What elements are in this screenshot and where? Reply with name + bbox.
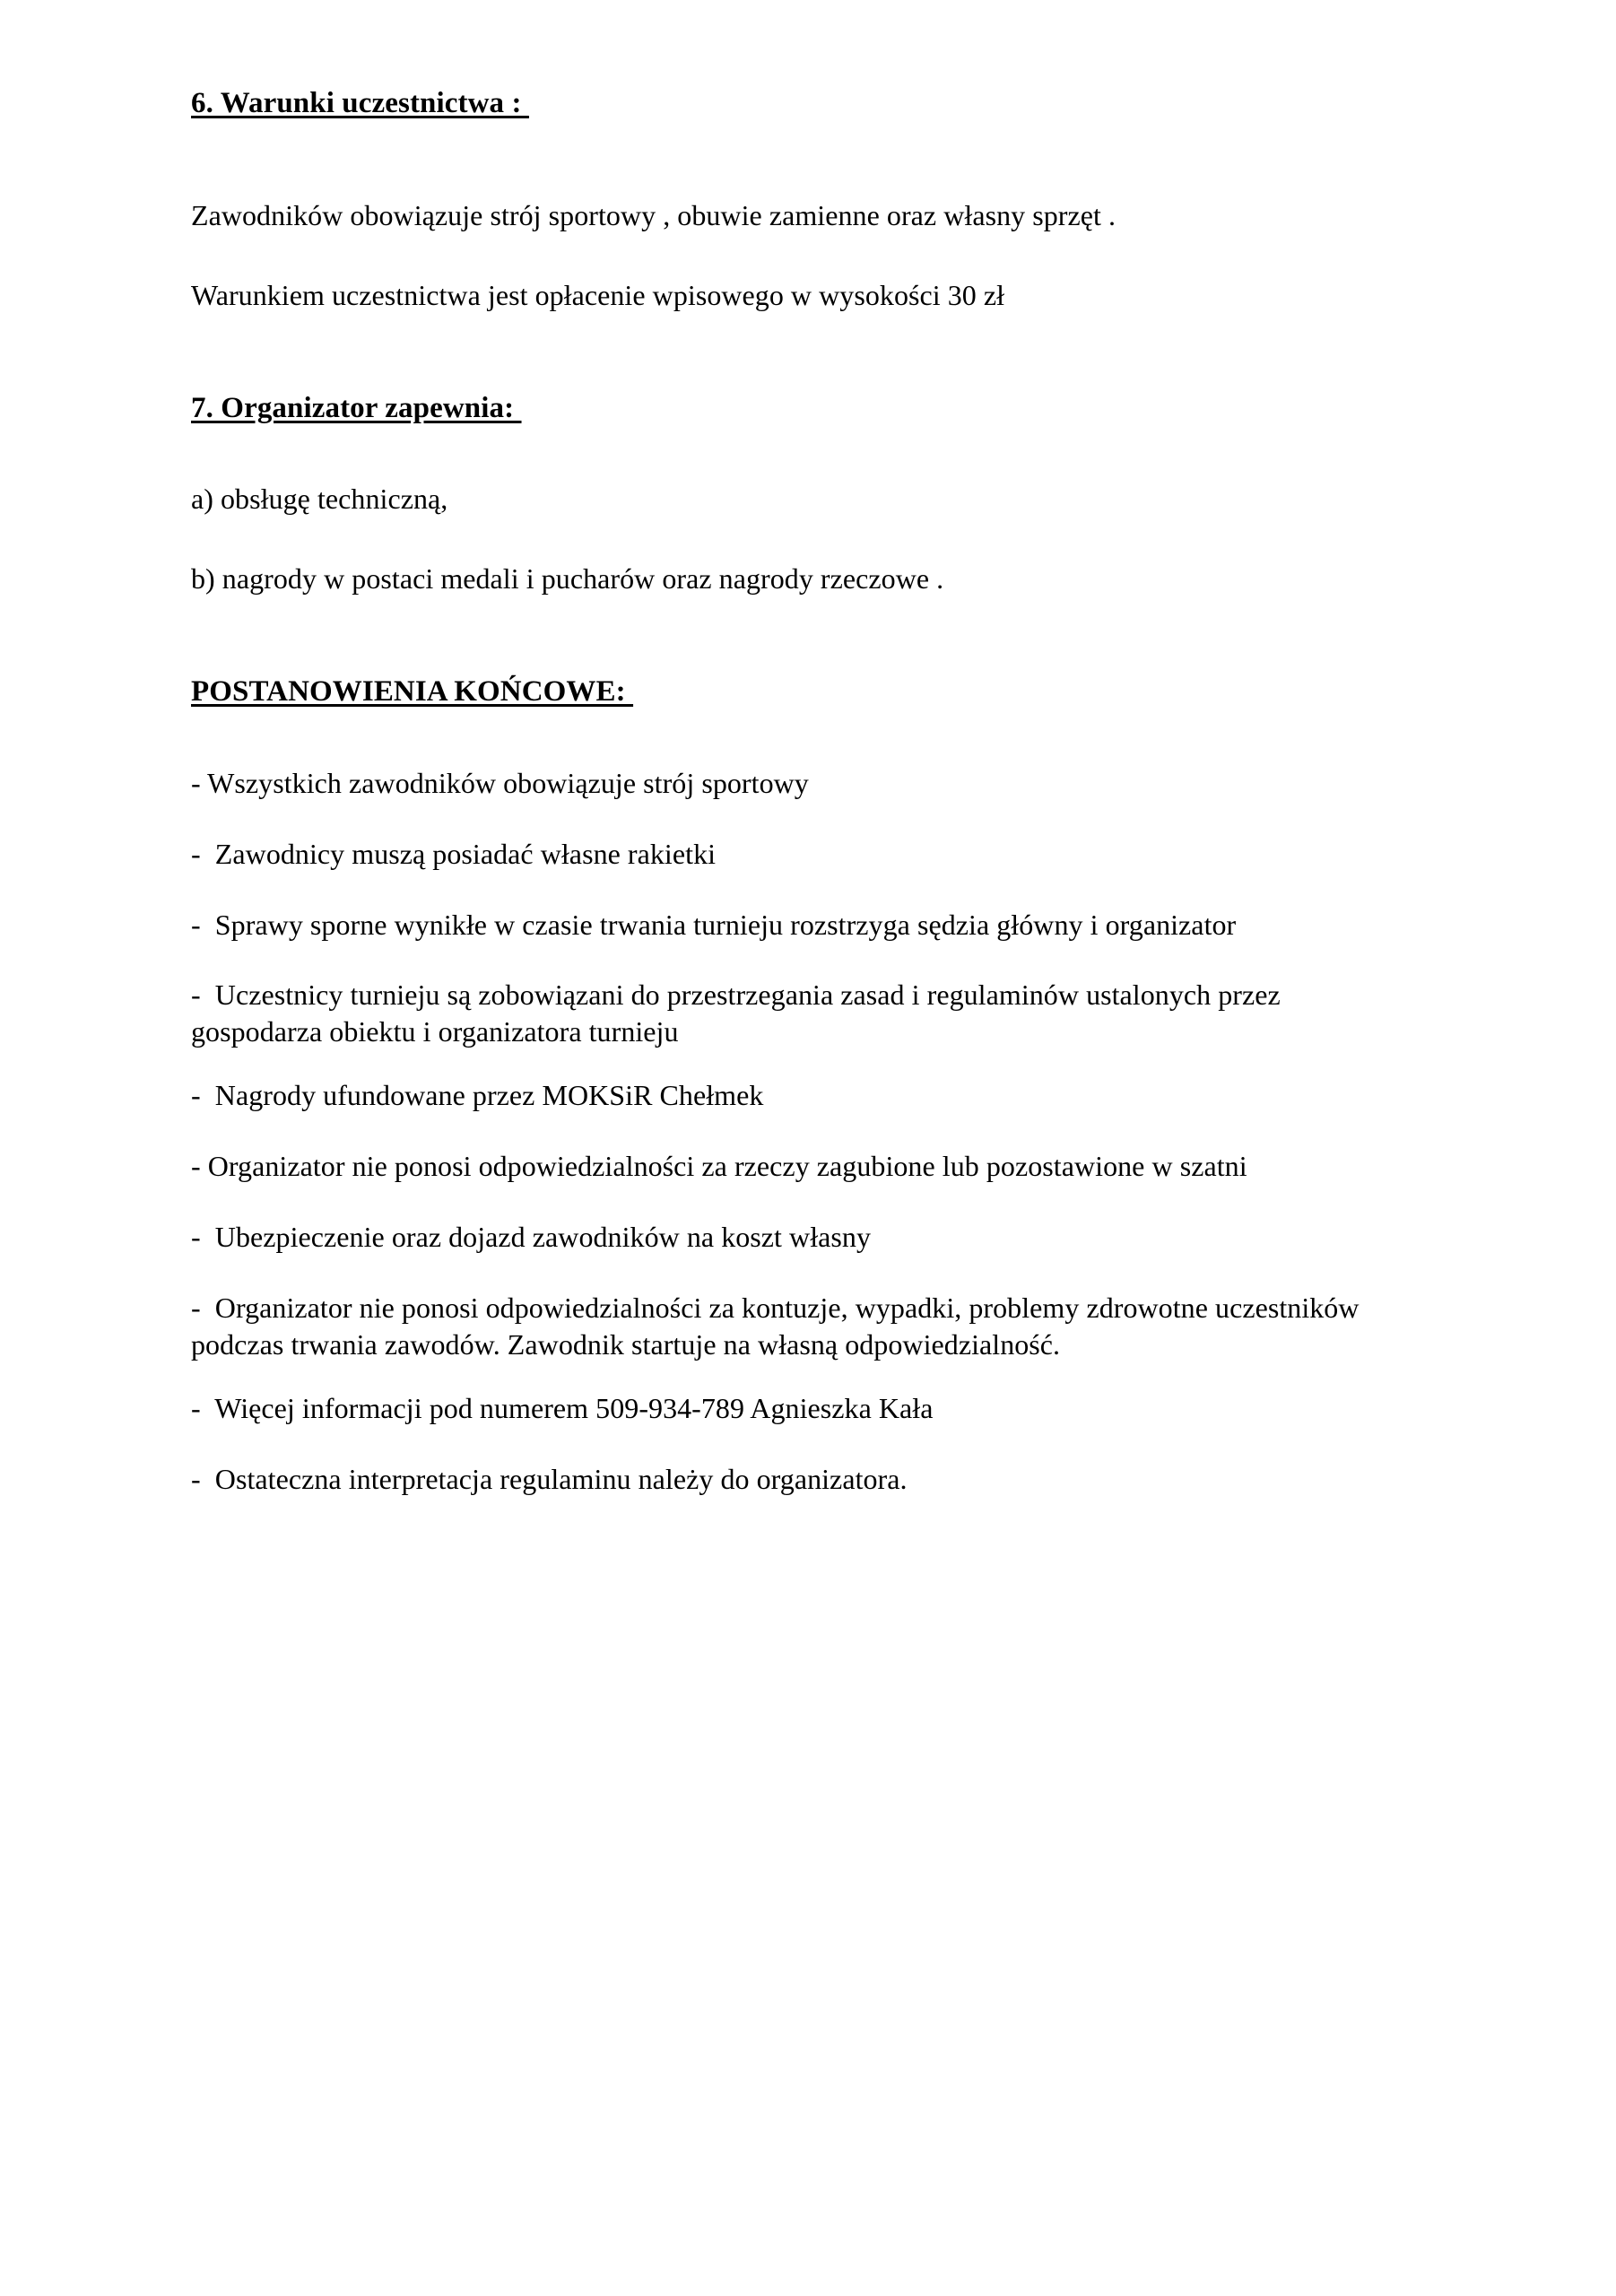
section-heading-postanowienia-koncowe-text: POSTANOWIENIA KOŃCOWE: <box>191 675 634 709</box>
spacer <box>191 873 1384 907</box>
list-item: - Organizator nie ponosi odpowiedzialności za rzeczy zagubione lub pozostawione w szatni <box>191 1150 1247 1183</box>
spacer <box>191 314 1384 391</box>
paragraph-wpisowe: Warunkiem uczestnictwa jest opłacenie wpisowego w wysokości 30 zł <box>191 279 1005 312</box>
spacer <box>191 943 1384 977</box>
section-heading-warunki-uczestnictwa-text: 6. Warunki uczestnictwa : <box>191 87 529 119</box>
list-item: - Organizator nie ponosi odpowiedzialności za kontuzje, wypadki, problemy zdrowotne uczestników podczas trwania zawodów. Zawodnik startuje na własną odpowiedzialność. <box>191 1292 1367 1361</box>
spacer <box>191 1256 1384 1290</box>
section-heading-organizator-zapewnia-text: 7. Organizator zapewnia: <box>191 392 522 425</box>
spacer <box>191 120 1384 197</box>
list-item: - Uczestnicy turnieju są zobowiązani do przestrzegania zasad i regulaminów ustalonych przez gospodarza obiektu i organizatora turnieju <box>191 978 1288 1048</box>
list-item: - Ubezpieczenie oraz dojazd zawodników na koszt własny <box>191 1221 871 1254</box>
list-item: - Sprawy sporne wynikłe w czasie trwania turnieju rozstrzyga sędzia główny i organizator <box>191 908 1237 941</box>
spacer <box>191 802 1384 836</box>
list-item-nagrody-medale: b) nagrody w postaci medali i pucharów oraz nagrody rzeczowe . <box>191 562 944 596</box>
spacer <box>191 1185 1384 1219</box>
spacer <box>191 597 1384 674</box>
spacer <box>191 709 1384 765</box>
list-item-obsluga-techniczna: a) obsługę techniczną, <box>191 483 448 516</box>
spacer <box>191 1363 1384 1390</box>
list-item: - Zawodnicy muszą posiadać własne rakietki <box>191 837 717 870</box>
spacer <box>191 234 1384 277</box>
spacer <box>191 1050 1384 1077</box>
section-heading-warunki-uczestnictwa <box>191 86 1384 120</box>
paragraph-stroj-sportowy: Zawodników obowiązuje strój sportowy , obuwie zamienne oraz własny sprzęt . <box>191 199 1116 232</box>
list-item: - Ostateczna interpretacja regulaminu należy do organizatora. <box>191 1463 908 1496</box>
list-item: - Wszystkich zawodników obowiązuje strój sportowy <box>191 766 809 799</box>
spacer <box>191 425 1384 481</box>
section-heading-postanowienia-koncowe <box>191 674 1384 709</box>
spacer <box>191 517 1384 561</box>
list-item: - Więcej informacji pod numerem 509-934-789 Agnieszka Kała <box>191 1392 934 1425</box>
list-item: - Nagrody ufundowane przez MOKSiR Chełmek <box>191 1079 764 1112</box>
spacer <box>191 1114 1384 1148</box>
spacer <box>191 1427 1384 1461</box>
document-body <box>191 86 1384 1498</box>
section-heading-organizator-zapewnia <box>191 391 1384 425</box>
